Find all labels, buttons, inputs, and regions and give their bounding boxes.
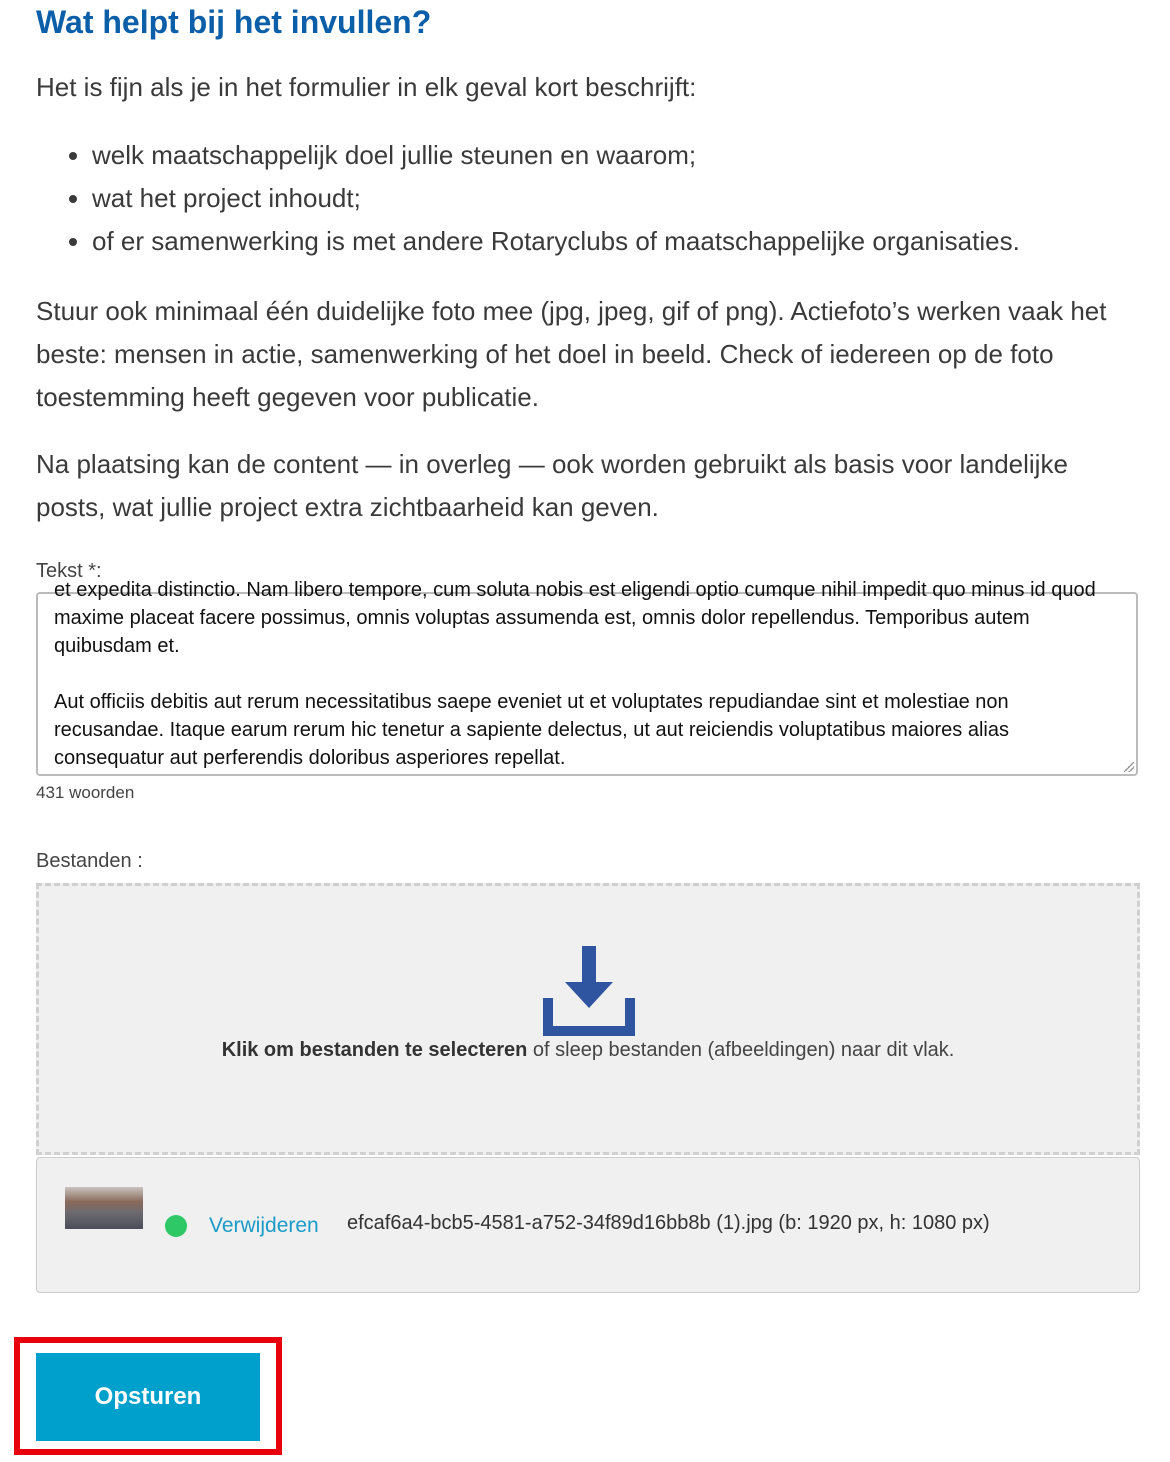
list-item: • welk maatschappelijk doel jullie steunen en waarom; [92,134,1020,177]
files-label: Bestanden : [36,850,143,872]
dropzone-rest-text: of sleep bestanden (afbeeldingen) naar dit vlak. [527,1039,955,1061]
dropzone-select-text[interactable]: Klik om bestanden te selecteren [221,1039,528,1061]
list-item: • wat het project inhoudt; [92,177,1020,220]
textarea-paragraph: et expedita distinctio. Nam libero tempore, cum soluta nobis est eligendi optio cumque nihil impedit quo minus id quod maxime placeat facere possimus, omnis voluptas assumenda est, omnis dolor repellendus. Temporibus autem quibusdam et. [54,579,1096,657]
remove-file-link[interactable]: Verwijderen [209,1214,319,1237]
resize-handle[interactable] [1124,762,1134,772]
word-count: 431 woorden [36,783,135,802]
file-list [36,1157,1140,1293]
list-item: • of er samenwerking is met andere Rotaryclubs of maatschappelijke organisaties. [92,220,1020,263]
content-paragraph: Na plaatsing kan de content — in overleg — ook worden gebruikt als basis voor landelijke posts, wat jullie project extra zichtbaarheid kan geven. [36,449,1068,522]
text-textarea[interactable] [36,579,1138,776]
textarea-paragraph: Aut officiis debitis aut rerum necessitatibus saepe eveniet ut et voluptates repudiandae sint et molestiae non recusandae. Itaque earum rerum hic tenetur a sapiente delectus, ut aut reiciendis voluptatibus maiores alias consequatur aut perferendis doloribus asperiores repellat. [54,691,1009,769]
upload-status-dot [165,1215,187,1237]
file-name: efcaf6a4-bcb5-4581-a752-34f89d16bb8b (1).jpg (b: 1920 px, h: 1080 px) [347,1212,990,1234]
section-heading: Wat helpt bij het invullen? [36,4,432,40]
text-field-label: Tekst *: [36,560,102,582]
dropzone-instructions [39,1039,1137,1062]
file-dropzone[interactable] [36,883,1140,1155]
tips-list [36,134,1020,263]
download-icon [541,944,637,1040]
file-thumbnail [65,1187,143,1229]
photo-paragraph: Stuur ook minimaal één duidelijke foto mee (jpg, jpeg, gif of png). Actiefoto’s werken vaak het beste: mensen in actie, samenwerking of het doel in beeld. Check of iedereen op de foto toestemming heeft gegeven voor publicatie. [36,296,1107,412]
submit-button[interactable]: Opsturen [36,1353,260,1441]
intro-text: Het is fijn als je in het formulier in elk geval kort beschrijft: [36,72,697,102]
